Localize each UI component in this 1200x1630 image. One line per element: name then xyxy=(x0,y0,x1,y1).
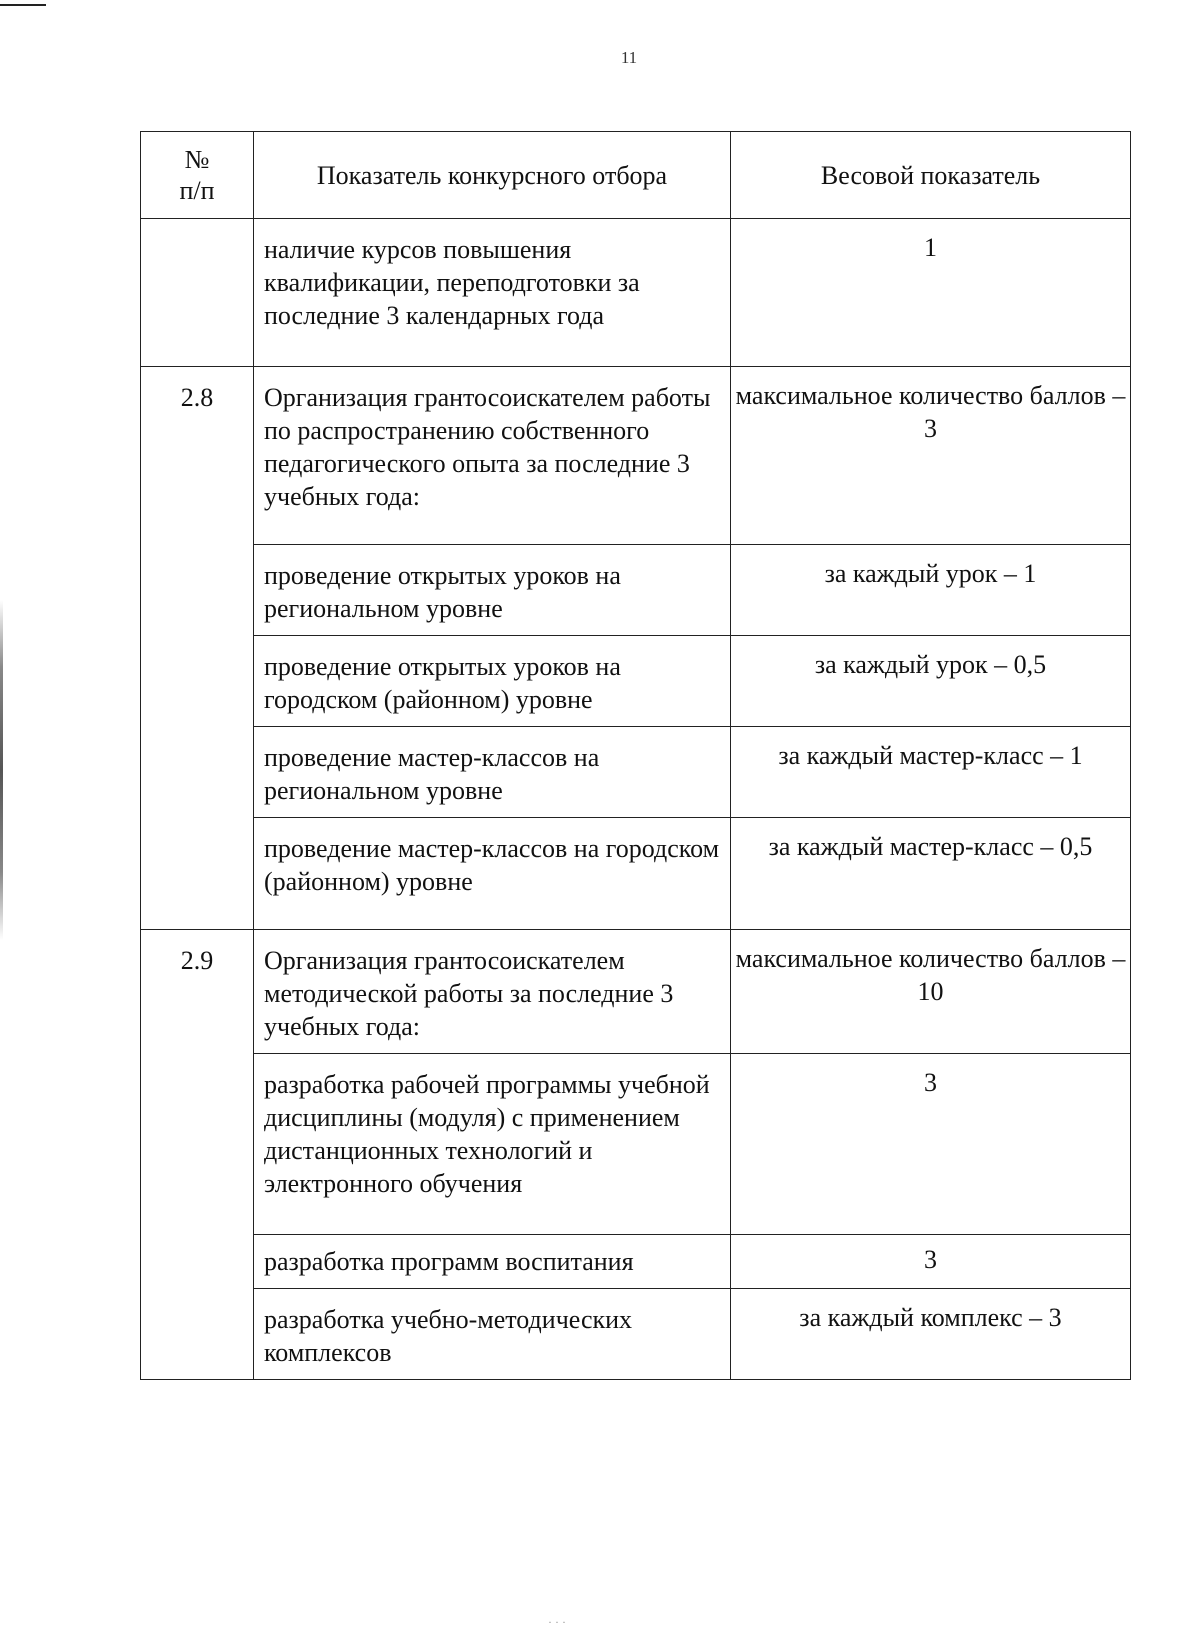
row-number xyxy=(141,727,254,818)
row-number xyxy=(141,818,254,930)
page-number: 11 xyxy=(620,48,638,67)
row-indicator: Организация грантосоискателем работы по распространению собственного педагогического опыта за последние 3 учебных года: xyxy=(254,367,731,545)
scan-footer-mark: · · · xyxy=(548,1615,566,1629)
header-number xyxy=(141,132,254,219)
table-row xyxy=(141,1235,1131,1289)
row-number: 2.8 xyxy=(141,367,254,545)
scan-left-shadow xyxy=(0,600,3,940)
row-indicator: разработка программ воспитания xyxy=(254,1235,731,1289)
table-row xyxy=(141,930,1131,1054)
row-indicator: Организация грантосоискателем методической работы за последние 3 учебных года: xyxy=(254,930,731,1054)
row-indicator: проведение мастер-классов на городском (районном) уровне xyxy=(254,818,731,930)
row-weight: за каждый урок – 1 xyxy=(731,545,1131,636)
row-weight: максимальное количество баллов – 10 xyxy=(731,930,1131,1054)
row-number xyxy=(141,1289,254,1380)
table-row xyxy=(141,219,1131,367)
row-weight: 3 xyxy=(731,1235,1131,1289)
row-number xyxy=(141,1235,254,1289)
header-number-label: п/п xyxy=(179,176,215,205)
row-weight: 3 xyxy=(731,1054,1131,1235)
scan-edge-mark xyxy=(0,4,46,6)
row-number: 2.9 xyxy=(141,930,254,1054)
row-weight: за каждый мастер-класс – 1 xyxy=(731,727,1131,818)
row-weight: за каждый урок – 0,5 xyxy=(731,636,1131,727)
row-weight: максимальное количество баллов – 3 xyxy=(731,367,1131,545)
header-indicator: Показатель конкурсного отбора xyxy=(254,132,731,219)
row-weight: за каждый комплекс – 3 xyxy=(731,1289,1131,1380)
table-row xyxy=(141,636,1131,727)
row-indicator: проведение мастер-классов на региональном уровне xyxy=(254,727,731,818)
table-row xyxy=(141,818,1131,930)
header-number-symbol: № xyxy=(184,145,210,174)
row-indicator: проведение открытых уроков на городском (районном) уровне xyxy=(254,636,731,727)
row-weight: за каждый мастер-класс – 0,5 xyxy=(731,818,1131,930)
row-number xyxy=(141,1054,254,1235)
table-row xyxy=(141,367,1131,545)
row-indicator: разработка рабочей программы учебной дисциплины (модуля) с применением дистанционных технологий и электронного обучения xyxy=(254,1054,731,1235)
row-indicator: разработка учебно-методических комплексов xyxy=(254,1289,731,1380)
criteria-table xyxy=(140,131,1131,1380)
table-row xyxy=(141,545,1131,636)
table-row xyxy=(141,1289,1131,1380)
row-weight: 1 xyxy=(731,219,1131,367)
table-header-row xyxy=(141,132,1131,219)
row-indicator: проведение открытых уроков на региональном уровне xyxy=(254,545,731,636)
row-indicator: наличие курсов повышения квалификации, переподготовки за последние 3 календарных года xyxy=(254,219,731,367)
row-number xyxy=(141,636,254,727)
table-row xyxy=(141,727,1131,818)
header-weight: Весовой показатель xyxy=(731,132,1131,219)
table-row xyxy=(141,1054,1131,1235)
row-number xyxy=(141,545,254,636)
row-number xyxy=(141,219,254,367)
